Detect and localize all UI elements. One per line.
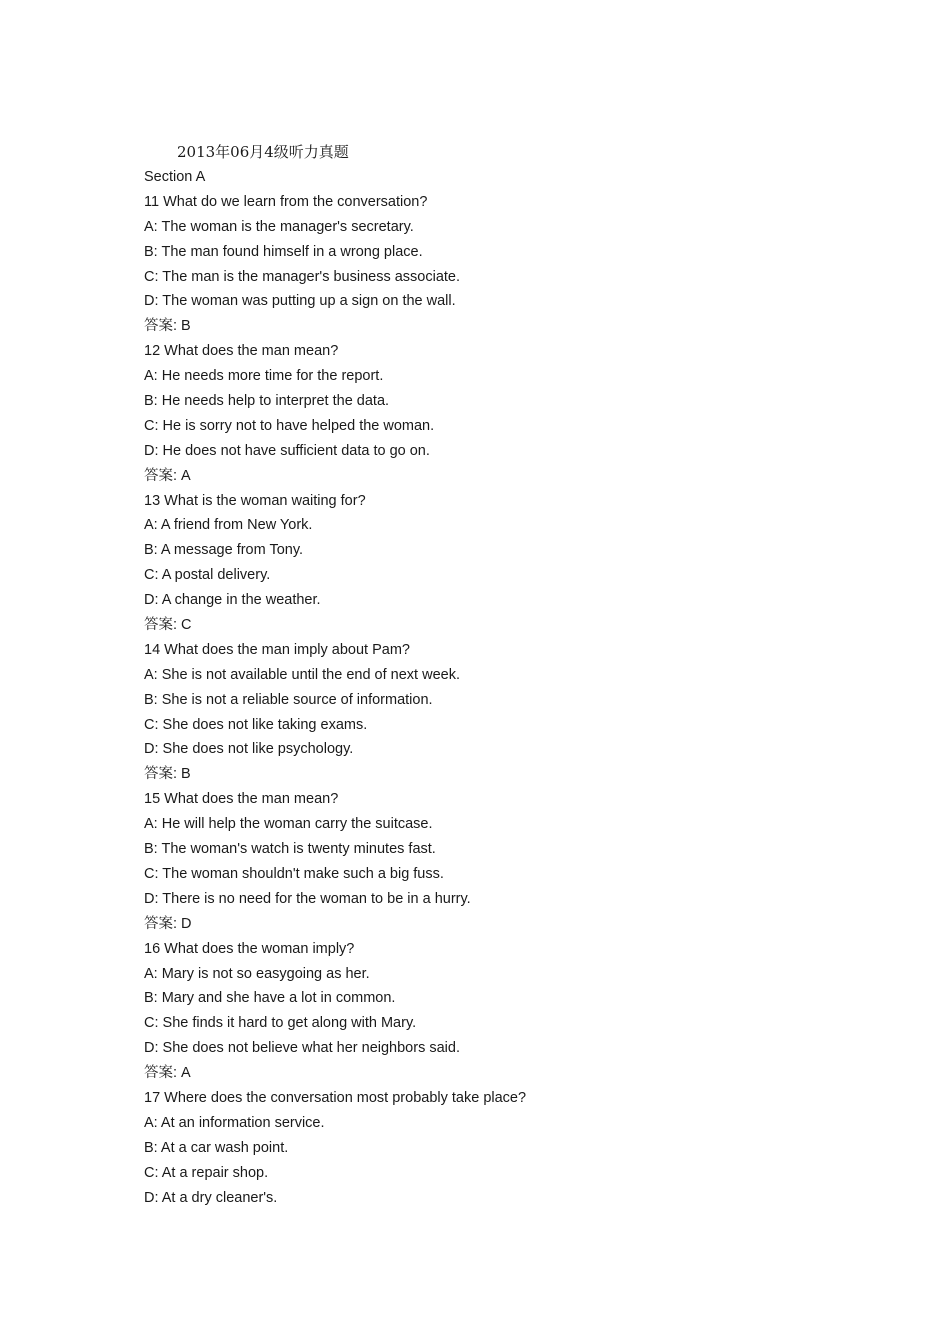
option-b: B: A message from Tony. — [144, 542, 304, 559]
answer-line — [144, 1061, 844, 1086]
option-a: A: Mary is not so easygoing as her. — [144, 965, 370, 982]
question-block — [144, 937, 844, 1086]
option-c: C: The man is the manager's business associate. — [144, 268, 461, 285]
answer-value: : D — [173, 915, 192, 932]
question-text: 15 What does the man mean? — [144, 791, 339, 808]
answer-line — [144, 912, 844, 937]
answer-value: : A — [173, 467, 191, 484]
option-d: D: There is no need for the woman to be in a hurry. — [144, 890, 471, 907]
answer-label: 答案 — [144, 1065, 173, 1082]
answer-label: 答案 — [144, 318, 173, 335]
document-title: 2013年06月4级听力真题 — [177, 143, 349, 161]
option-c: C: She finds it hard to get along with Mary. — [144, 1015, 417, 1032]
option-b: B: The woman's watch is twenty minutes fast. — [144, 841, 436, 858]
option-d: D: At a dry cleaner's. — [144, 1189, 278, 1206]
option-b: B: She is not a reliable source of information. — [144, 691, 433, 708]
question-block — [144, 1086, 844, 1210]
option-c: C: A postal delivery. — [144, 567, 271, 584]
option-c: C: The woman shouldn't make such a big fuss. — [144, 865, 444, 882]
answer-line — [144, 762, 844, 787]
section-heading: Section A — [144, 169, 206, 185]
option-a: A: At an information service. — [144, 1114, 325, 1131]
answer-line — [144, 464, 844, 489]
question-block — [144, 787, 844, 936]
answer-value: : B — [173, 766, 191, 783]
answer-value: : A — [173, 1065, 191, 1082]
option-b: B: At a car wash point. — [144, 1139, 289, 1156]
answer-label: 答案 — [144, 467, 173, 484]
question-block — [144, 489, 844, 638]
answer-value: : B — [173, 318, 191, 335]
option-c: C: He is sorry not to have helped the woman. — [144, 417, 435, 434]
question-block — [144, 190, 844, 339]
option-a: A: The woman is the manager's secretary. — [144, 218, 414, 235]
option-c: C: At a repair shop. — [144, 1164, 269, 1181]
question-text: 14 What does the man imply about Pam? — [144, 641, 410, 658]
answer-value: : C — [173, 617, 192, 634]
question-text: 11 What do we learn from the conversation? — [144, 193, 428, 210]
answer-label: 答案 — [144, 617, 173, 634]
option-c: C: She does not like taking exams. — [144, 716, 368, 733]
option-d: D: He does not have sufficient data to go on. — [144, 442, 430, 459]
question-block — [144, 638, 844, 787]
option-d: D: A change in the weather. — [144, 592, 321, 609]
question-text: 17 Where does the conversation most probably take place? — [144, 1089, 527, 1106]
option-b: B: He needs help to interpret the data. — [144, 393, 390, 410]
answer-label: 答案 — [144, 766, 173, 783]
question-block — [144, 339, 844, 488]
option-d: D: She does not like psychology. — [144, 741, 354, 758]
option-d: D: The woman was putting up a sign on the wall. — [144, 293, 456, 310]
option-a: A: She is not available until the end of next week. — [144, 666, 460, 683]
document-content — [144, 140, 844, 1210]
answer-label: 答案 — [144, 915, 173, 932]
option-b: B: Mary and she have a lot in common. — [144, 990, 396, 1007]
question-text: 16 What does the woman imply? — [144, 940, 355, 957]
answer-line — [144, 613, 844, 638]
option-a: A: He will help the woman carry the suitcase. — [144, 816, 433, 833]
answer-line — [144, 314, 844, 339]
question-text: 12 What does the man mean? — [144, 343, 339, 360]
question-text: 13 What is the woman waiting for? — [144, 492, 366, 509]
option-a: A: He needs more time for the report. — [144, 368, 384, 385]
option-d: D: She does not believe what her neighbors said. — [144, 1040, 460, 1057]
option-a: A: A friend from New York. — [144, 517, 313, 534]
option-b: B: The man found himself in a wrong place. — [144, 243, 423, 260]
